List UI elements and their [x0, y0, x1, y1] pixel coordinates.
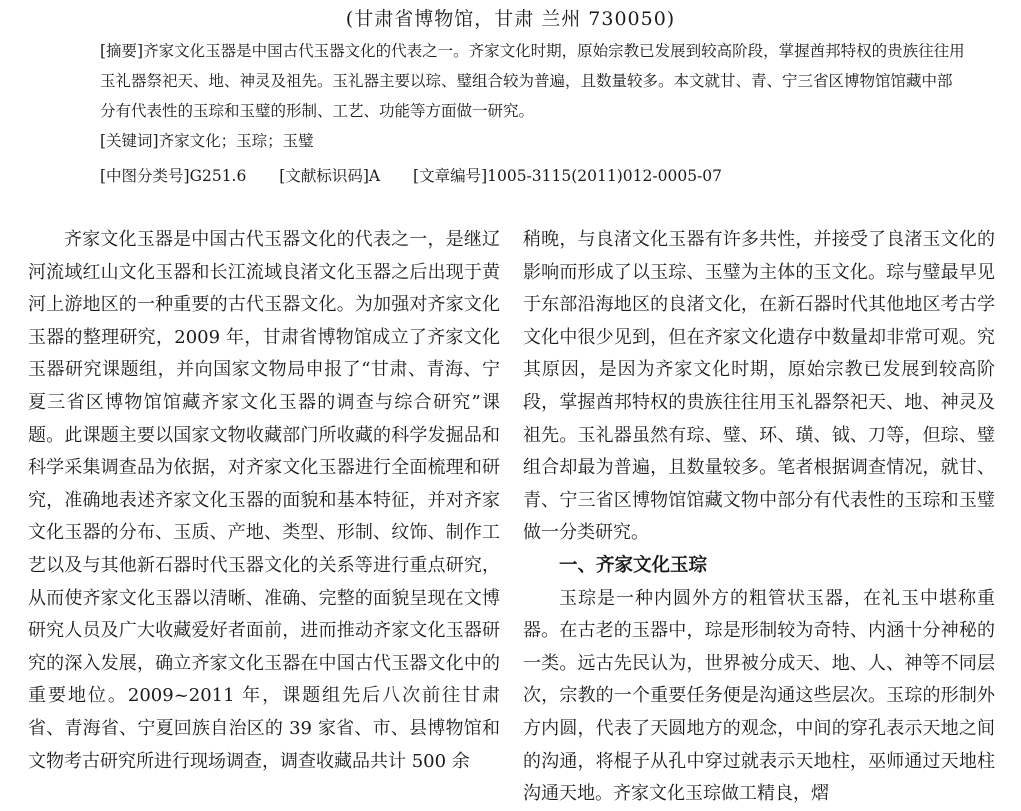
clc-number: [中图分类号]G251.6 — [100, 167, 247, 185]
classification-row — [100, 164, 722, 186]
body-paragraph: 稍晚，与良渚文化玉器有许多共性，并接受了良渚玉文化的影响而形成了以玉琮、玉璧为主体的玉文化。琮与璧最早见于东部沿海地区的良渚文化，在新石器时代其他地区考古学文化中很少见到，但在齐家文化遗存中数量却非常可观。究其原因，是因为齐家文化时期，原始宗教已发展到较高阶段，掌握酋邦特权的贵族往往用玉礼器祭祀天、地、神灵及祖先。玉礼器虽然有琮、璧、环、璜、钺、刀等，但琮、璧组合却最为普遍，且数量较多。笔者根据调查情况，就甘、青、宁三省区博物馆馆藏文物中部分有代表性的玉琮和玉璧做一分类研究。 — [523, 229, 995, 544]
document-code: [文献标识码]A — [279, 167, 381, 185]
abstract-text: 齐家文化玉器是中国古代玉器文化的代表之一。齐家文化时期，原始宗教已发展到较高阶段，掌握酋邦特权的贵族往往用玉礼器祭祀天、地、神灵及祖先。玉礼器主要以琮、璧组合较为普遍，且数量较多。本文就甘、青、宁三省区博物馆馆藏中部分有代表性的玉琮和玉璧的形制、工艺、功能等方面做一研究。 — [100, 42, 965, 120]
left-column — [28, 224, 500, 778]
author-affiliation: (甘肃省博物馆，甘肃 兰州 730050) — [345, 8, 676, 30]
abstract-label: [摘要] — [100, 42, 144, 60]
section-heading: 一、齐家文化玉琮 — [559, 554, 708, 576]
article-number: [文章编号]1005-3115(2011)012-0005-07 — [413, 167, 723, 185]
keywords-text: 齐家文化；玉琮；玉璧 — [158, 132, 314, 150]
right-column — [523, 224, 995, 811]
keywords-label: [关键词] — [100, 132, 159, 150]
body-paragraph: 玉琮是一种内圆外方的粗管状玉器，在礼玉中堪称重器。在古老的玉器中，琮是形制较为奇特、内涵十分神秘的一类。远古先民认为，世界被分成天、地、人、神等不同层次，宗教的一个重要任务便是沟通这些层次。玉琮的形制外方内圆，代表了天圆地方的观念，中间的穿孔表示天地之间的沟通，将棍子从孔中穿过就表示天地柱，巫师通过天地柱沟通天地。齐家文化玉琮做工精良，熠 — [523, 587, 995, 805]
body-paragraph: 齐家文化玉器是中国古代玉器文化的代表之一，是继辽河流域红山文化玉器和长江流域良渚文化玉器之后出现于黄河上游地区的一种重要的古代玉器文化。为加强对齐家文化玉器的整理研究，2009 年，甘肃省博物馆成立了齐家文化玉器研究课题组，并向国家文物局申报了“甘肃、青海、宁夏三省区博物馆馆藏齐家文化玉器的调查与综合研究”课题。此课题主要以国家文物收藏部门所收藏的科学发掘品和科学采集调查品为依据，对齐家文化玉器进行全面梳理和研究，准确地表述齐家文化玉器的面貌和基本特征，并对齐家文化玉器的分布、玉质、产地、类型、形制、纹饰、制作工艺以及与其他新石器时代玉器文化的关系等进行重点研究，从而使齐家文化玉器以清晰、准确、完整的面貌呈现在文博研究人员及广大收藏爱好者面前，进而推动齐家文化玉器研究的深入发展，确立齐家文化玉器在中国古代玉器文化中的重要地位。2009~2011 年，课题组先后八次前往甘肃省、青海省、宁夏回族自治区的 39 家省、市、县博物馆和文物考古研究所进行现场调查，调查收藏品共计 500 余 — [28, 229, 500, 772]
keywords — [66, 126, 966, 156]
abstract-block — [66, 36, 966, 156]
abstract — [66, 36, 966, 126]
